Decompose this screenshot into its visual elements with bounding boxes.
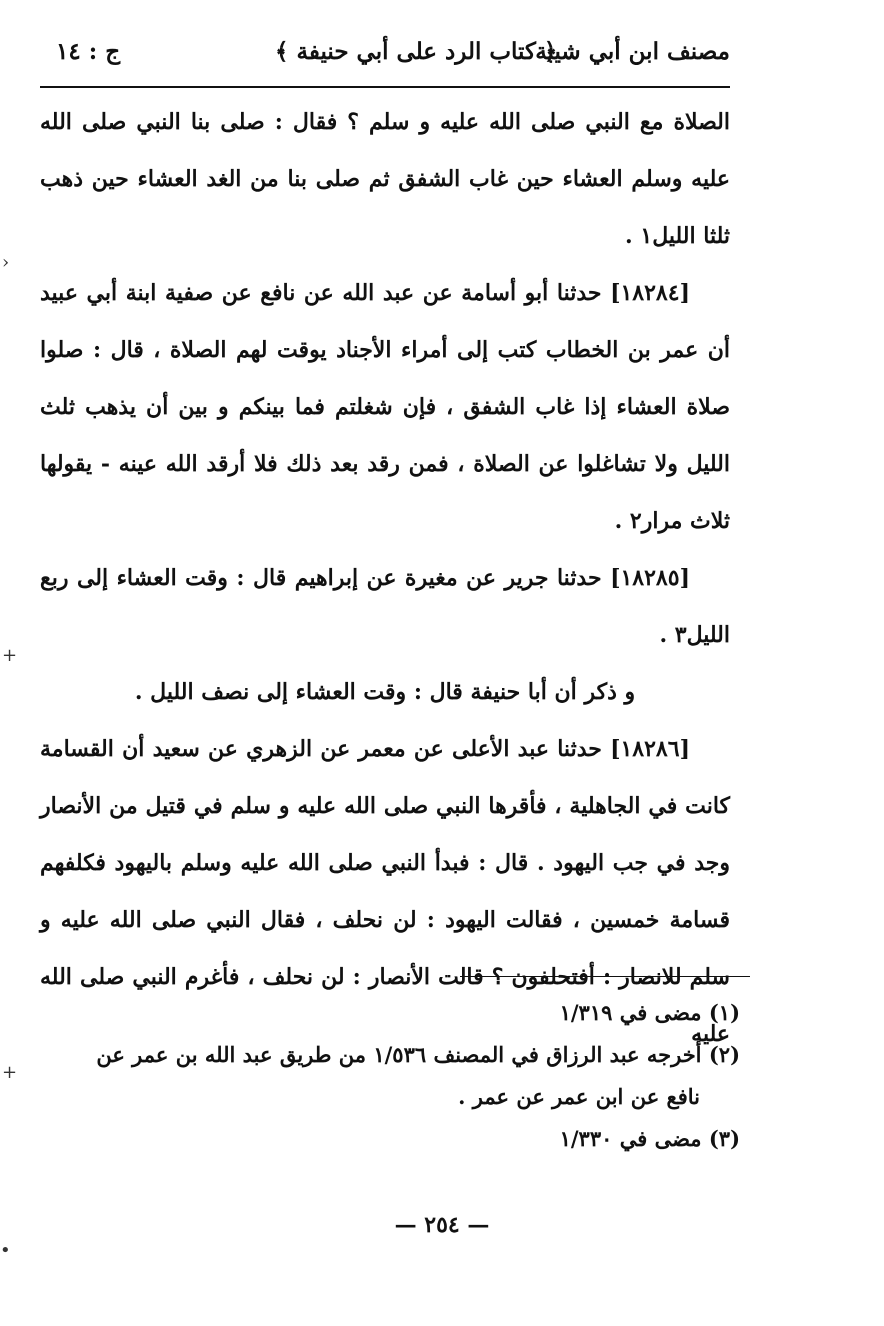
footnotes	[40, 992, 740, 1160]
footnote: (٣) مضى في ١/٣٣٠	[559, 1126, 740, 1151]
footnote: (٢) أخرجه عبد الرزاق في المصنف ١/٥٣٦ من طريق عبد الله بن عمر عن	[96, 1042, 740, 1067]
book-title: مصنف ابن أبي شيبة	[535, 38, 730, 65]
paragraph: [١٨٢٨٦] حدثنا عبد الأعلى عن معمر عن الزهري عن سعيد أن القسامة كانت في الجاهلية ، فأقرها النبي صلى الله عليه و سلم في قتيل من الأنصار وجد في جب اليهود . قال : فبدأ النبي صلى الله عليه وسلم باليهود فكلفهم قسامة خمسين ، فقالت اليهود : لن نحلف ، فقال النبي صلى الله عليه و سلم للانصار : أفتحلفون ؟ قالت الأنصار : لن نحلف ، فأغرم النبي صلى الله عليه	[40, 736, 730, 1047]
section-title: ﴿ كتاب الرد على أبي حنيفة ﴾	[275, 38, 558, 65]
margin-mark-icon: +	[2, 645, 18, 666]
page-header	[40, 30, 730, 88]
margin-dot-icon: •	[0, 1240, 11, 1261]
paragraph: [١٨٢٨٤] حدثنا أبو أسامة عن عبد الله عن نافع عن صفية ابنة أبي عبيد أن عمر بن الخطاب كتب إلى أمراء الأجناد يوقت لهم الصلاة ، قال : صلوا صلاة العشاء إذا غاب الشفق ، فإن شغلتم فما بينكم و بين أن يذهب ثلث الليل ولا تشاغلوا عن الصلاة ، فمن رقد بعد ذلك فلا أرقد الله عينه - يقولها ثلاث مرار٢ .	[40, 280, 730, 534]
footnote: (١) مضى في ١/٣١٩	[559, 1000, 740, 1025]
margin-mark-icon: ›	[2, 252, 10, 273]
volume-label: ج : ١٤	[56, 38, 121, 65]
paragraph: [١٨٢٨٥] حدثنا جرير عن مغيرة عن إبراهيم قال : وقت العشاء إلى ربع الليل٣ .	[40, 565, 730, 648]
footnote-divider	[460, 976, 750, 977]
page-number: — ٢٥٤ —	[394, 1212, 490, 1238]
paragraph: الصلاة مع النبي صلى الله عليه و سلم ؟ فقال : صلى بنا النبي صلى الله عليه وسلم العشاء حين غاب الشفق ثم صلى بنا من الغد العشاء حين ذهب ثلثا الليل١ .	[40, 109, 730, 249]
main-text	[40, 94, 730, 1063]
margin-mark-icon: +	[2, 1062, 18, 1083]
footnote-continuation: نافع عن ابن عمر عن عمر .	[458, 1084, 700, 1109]
paragraph: و ذكر أن أبا حنيفة قال : وقت العشاء إلى نصف الليل .	[134, 679, 636, 705]
